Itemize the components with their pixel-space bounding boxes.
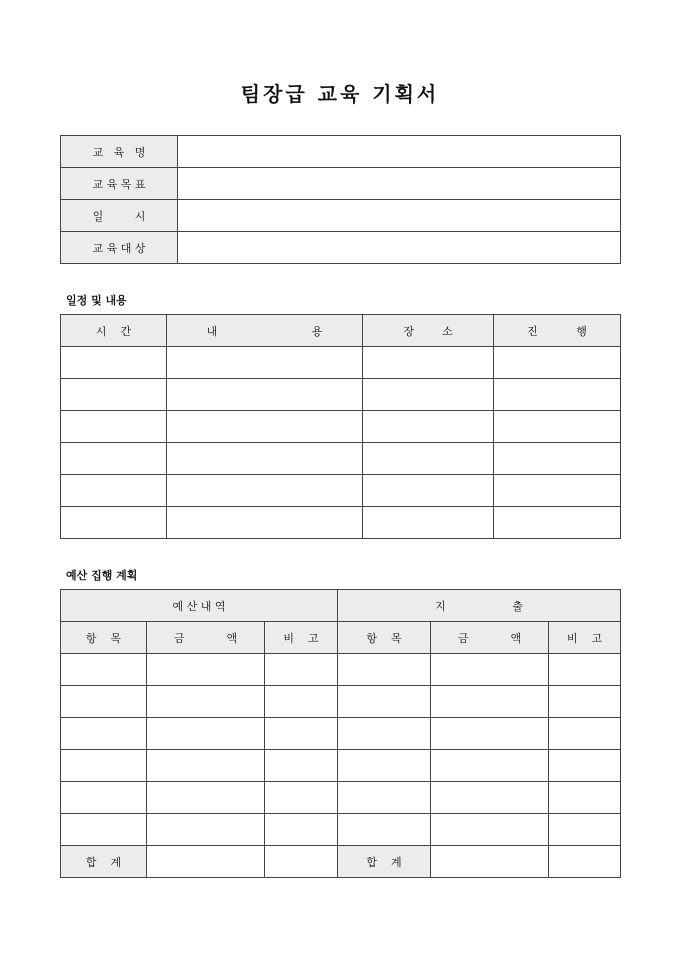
info-table xyxy=(60,135,621,264)
budget-row xyxy=(61,750,621,782)
document-title: 팀장급 교육 기획서 xyxy=(240,82,440,106)
info-label-datetime: 일 시 xyxy=(61,200,178,232)
info-value-course-name[interactable] xyxy=(178,136,621,168)
budget-heading: 예산 집행 계획 xyxy=(66,569,138,582)
budget-cell[interactable] xyxy=(549,718,621,750)
schedule-row xyxy=(61,379,621,411)
schedule-cell[interactable] xyxy=(167,379,363,411)
info-value-datetime[interactable] xyxy=(178,200,621,232)
spend-header-note: 비 고 xyxy=(549,622,621,654)
budget-total-label: 합 계 xyxy=(61,846,147,878)
schedule-row xyxy=(61,507,621,539)
info-row xyxy=(61,168,621,200)
budget-cell[interactable] xyxy=(147,814,265,846)
budget-row xyxy=(61,718,621,750)
schedule-cell[interactable] xyxy=(494,347,621,379)
budget-cell[interactable] xyxy=(147,782,265,814)
info-value-objective[interactable] xyxy=(178,168,621,200)
schedule-header-time: 시 간 xyxy=(61,315,167,347)
schedule-cell[interactable] xyxy=(363,379,494,411)
info-label-objective: 교 육 목 표 xyxy=(61,168,178,200)
info-row xyxy=(61,232,621,264)
budget-row xyxy=(61,782,621,814)
budget-cell[interactable] xyxy=(61,718,147,750)
schedule-cell[interactable] xyxy=(167,475,363,507)
schedule-cell[interactable] xyxy=(167,443,363,475)
budget-cell[interactable] xyxy=(431,686,549,718)
budget-cell[interactable] xyxy=(549,750,621,782)
budget-cell[interactable] xyxy=(61,750,147,782)
budget-row xyxy=(61,686,621,718)
budget-cell[interactable] xyxy=(265,750,338,782)
budget-row xyxy=(61,654,621,686)
budget-cell[interactable] xyxy=(147,654,265,686)
schedule-cell[interactable] xyxy=(363,411,494,443)
budget-cell[interactable] xyxy=(265,686,338,718)
budget-cell[interactable] xyxy=(61,814,147,846)
budget-cell[interactable] xyxy=(61,654,147,686)
schedule-heading: 일정 및 내용 xyxy=(66,294,127,307)
budget-cell[interactable] xyxy=(147,686,265,718)
schedule-header-host: 진 행 xyxy=(494,315,621,347)
info-label-target: 교 육 대 상 xyxy=(61,232,178,264)
schedule-row xyxy=(61,443,621,475)
budget-cell[interactable] xyxy=(61,782,147,814)
schedule-cell[interactable] xyxy=(363,443,494,475)
budget-cell[interactable] xyxy=(265,718,338,750)
schedule-header-content: 내 용 xyxy=(167,315,363,347)
budget-header-item: 항 목 xyxy=(61,622,147,654)
budget-cell[interactable] xyxy=(431,750,549,782)
budget-cell[interactable] xyxy=(431,654,549,686)
budget-cell[interactable] xyxy=(338,686,431,718)
budget-header-amount: 금 액 xyxy=(147,622,265,654)
schedule-row xyxy=(61,411,621,443)
info-label-course-name: 교 육 명 xyxy=(61,136,178,168)
schedule-cell[interactable] xyxy=(167,411,363,443)
schedule-header-place: 장 소 xyxy=(363,315,494,347)
budget-header-note: 비 고 xyxy=(265,622,338,654)
schedule-cell[interactable] xyxy=(494,475,621,507)
schedule-cell[interactable] xyxy=(494,443,621,475)
spend-total-note[interactable] xyxy=(549,846,621,878)
budget-header-row xyxy=(61,622,621,654)
schedule-row xyxy=(61,475,621,507)
budget-cell[interactable] xyxy=(338,718,431,750)
info-value-target[interactable] xyxy=(178,232,621,264)
schedule-cell[interactable] xyxy=(61,475,167,507)
budget-cell[interactable] xyxy=(549,814,621,846)
budget-cell[interactable] xyxy=(147,718,265,750)
schedule-cell[interactable] xyxy=(363,507,494,539)
info-row xyxy=(61,200,621,232)
budget-cell[interactable] xyxy=(61,686,147,718)
budget-cell[interactable] xyxy=(338,654,431,686)
budget-cell[interactable] xyxy=(338,782,431,814)
schedule-cell[interactable] xyxy=(494,411,621,443)
schedule-cell[interactable] xyxy=(494,507,621,539)
info-row xyxy=(61,136,621,168)
budget-cell[interactable] xyxy=(338,750,431,782)
budget-cell[interactable] xyxy=(147,750,265,782)
schedule-cell[interactable] xyxy=(167,347,363,379)
budget-table xyxy=(60,589,621,878)
schedule-cell[interactable] xyxy=(61,379,167,411)
budget-cell[interactable] xyxy=(549,686,621,718)
budget-cell[interactable] xyxy=(549,782,621,814)
budget-row xyxy=(61,814,621,846)
spend-header-amount: 금 액 xyxy=(431,622,549,654)
budget-cell[interactable] xyxy=(265,814,338,846)
schedule-table xyxy=(60,314,621,539)
schedule-cell[interactable] xyxy=(61,347,167,379)
budget-cell[interactable] xyxy=(549,654,621,686)
spend-total-label: 합 계 xyxy=(338,846,431,878)
spend-total-amount[interactable] xyxy=(431,846,549,878)
budget-group-spend: 지 출 xyxy=(338,590,621,622)
schedule-row xyxy=(61,347,621,379)
spend-header-item: 항 목 xyxy=(338,622,431,654)
schedule-header-row xyxy=(61,315,621,347)
schedule-cell[interactable] xyxy=(167,507,363,539)
schedule-cell[interactable] xyxy=(61,443,167,475)
schedule-cell[interactable] xyxy=(363,475,494,507)
schedule-cell[interactable] xyxy=(363,347,494,379)
budget-cell[interactable] xyxy=(265,654,338,686)
schedule-cell[interactable] xyxy=(61,507,167,539)
budget-cell[interactable] xyxy=(265,782,338,814)
budget-cell[interactable] xyxy=(431,782,549,814)
budget-cell[interactable] xyxy=(431,718,549,750)
budget-cell[interactable] xyxy=(431,814,549,846)
budget-total-note[interactable] xyxy=(265,846,338,878)
budget-group-plan: 예 산 내 역 xyxy=(61,590,338,622)
schedule-cell[interactable] xyxy=(494,379,621,411)
budget-cell[interactable] xyxy=(338,814,431,846)
budget-total-row xyxy=(61,846,621,878)
budget-group-header-row xyxy=(61,590,621,622)
schedule-cell[interactable] xyxy=(61,411,167,443)
budget-total-amount[interactable] xyxy=(147,846,265,878)
